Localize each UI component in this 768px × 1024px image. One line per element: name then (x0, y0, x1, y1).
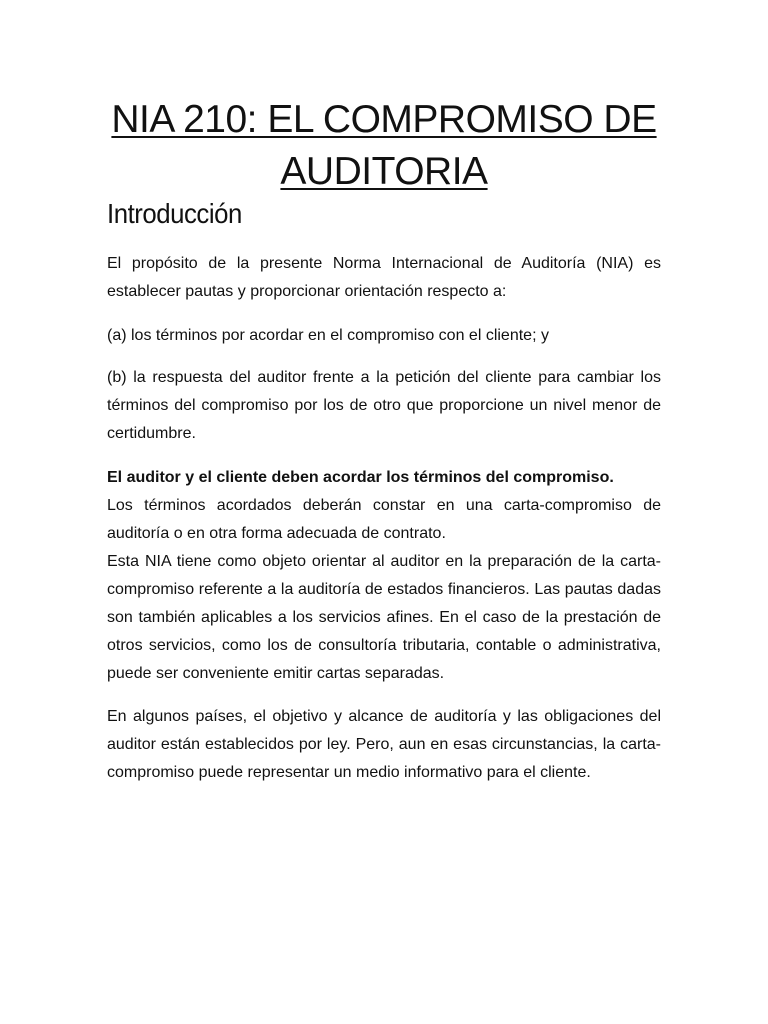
section-heading: Introducción (107, 198, 242, 229)
title-line-1: NIA 210: EL COMPROMISO DE (111, 98, 657, 141)
paragraph-terms: Los términos acordados deberán constar en una carta-compromiso de auditoría o en otra forma adecuada de contrato. (107, 497, 661, 542)
paragraph-countries: En algunos países, el objetivo y alcance de auditoría y las obligaciones del auditor están establecidos por ley. Pero, aun en esas circunstancias, la carta-compromiso puede representar un medio informativo para el cliente. (107, 708, 661, 781)
paragraph-objective: Esta NIA tiene como objeto orientar al auditor en la preparación de la carta-compromiso referente a la auditoría de estados financieros. Las pautas dadas son también aplicables a los servicios afines. En el caso de la prestación de otros servicios, como los de consultoría tributaria, contable o administrativa, puede ser conveniente emitir cartas separadas. (107, 553, 661, 682)
paragraph-purpose: El propósito de la presente Norma Internacional de Auditoría (NIA) es establecer pautas y proporcionar orientación respecto a: (107, 255, 661, 300)
paragraph-item-a: (a) los términos por acordar en el compromiso con el cliente; y (107, 327, 549, 344)
title-line-2: AUDITORIA (280, 150, 488, 193)
document-title (60, 94, 708, 198)
paragraph-agreement (107, 464, 661, 688)
paragraph-item-b: (b) la respuesta del auditor frente a la petición del cliente para cambiar los términos del compromiso por los de otro que proporcione un nivel menor de certidumbre. (107, 369, 661, 442)
bold-statement: El auditor y el cliente deben acordar los términos del compromiso. (107, 469, 614, 486)
